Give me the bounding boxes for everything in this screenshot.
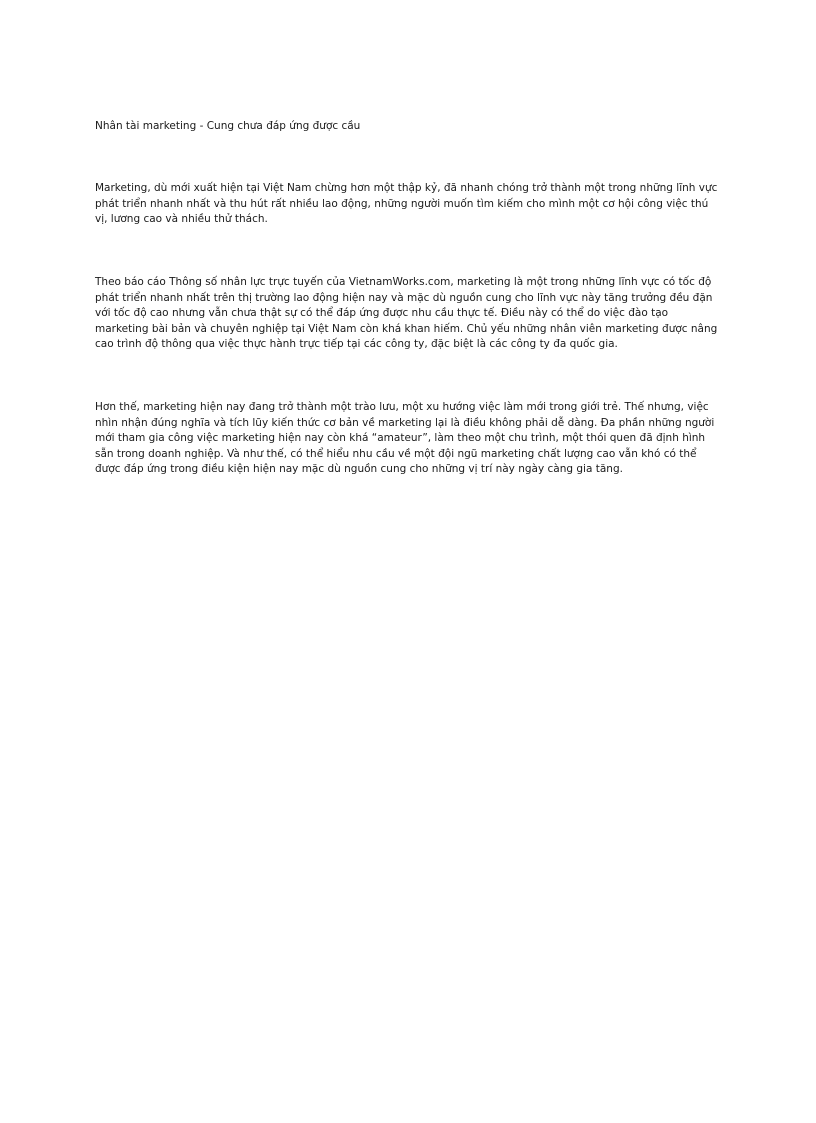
paragraph-trend: Hơn thế, marketing hiện nay đang trở thành một trào lưu, một xu hướng việc làm mới trong giới trẻ. Thế nhưng, việc nhìn nhận đúng nghĩa và tích lũy kiến thức cơ bản về marketing lại là điều không phải dễ dàng. Đa phần những người mới tham gia công việc marketing hiện nay còn khá “amateur”, làm theo một chu trình, một thói quen đã định hình sẵn trong doanh nghiệp. Và như thế, có thể hiểu nhu cầu về một đội ngũ marketing chất lượng cao vẫn khó có thể được đáp ứng trong điều kiện hiện nay mặc dù nguồn cung cho những vị trí này ngày càng gia tăng.: [95, 401, 715, 476]
paragraph-report: Theo báo cáo Thông số nhân lực trực tuyến của VietnamWorks.com, marketing là một trong những lĩnh vực có tốc độ phát triển nhanh nhất trên thị trường lao động hiện nay và mặc dù nguồn cung cho lĩnh vực này tăng trưởng đều đặn với tốc độ cao nhưng vẫn chưa thật sự có thể đáp ứng được nhu cầu thực tế. Điều này có thể do việc đào tạo marketing bài bản và chuyên nghiệp tại Việt Nam còn khá khan hiếm. Chủ yếu những nhân viên marketing được nâng cao trình độ thông qua việc thực hành trực tiếp tại các công ty, đặc biệt là các công ty đa quốc gia.: [95, 276, 718, 351]
paragraph-intro: Marketing, dù mới xuất hiện tại Việt Nam chừng hơn một thập kỷ, đã nhanh chóng trở thành một trong những lĩnh vực phát triển nhanh nhất và thu hút rất nhiều lao động, những người muốn tìm kiếm cho mình một cơ hội công việc thú vị, lương cao và nhiều thử thách.: [95, 182, 718, 226]
document-title: Nhân tài marketing - Cung chưa đáp ứng được cầu: [95, 120, 361, 132]
